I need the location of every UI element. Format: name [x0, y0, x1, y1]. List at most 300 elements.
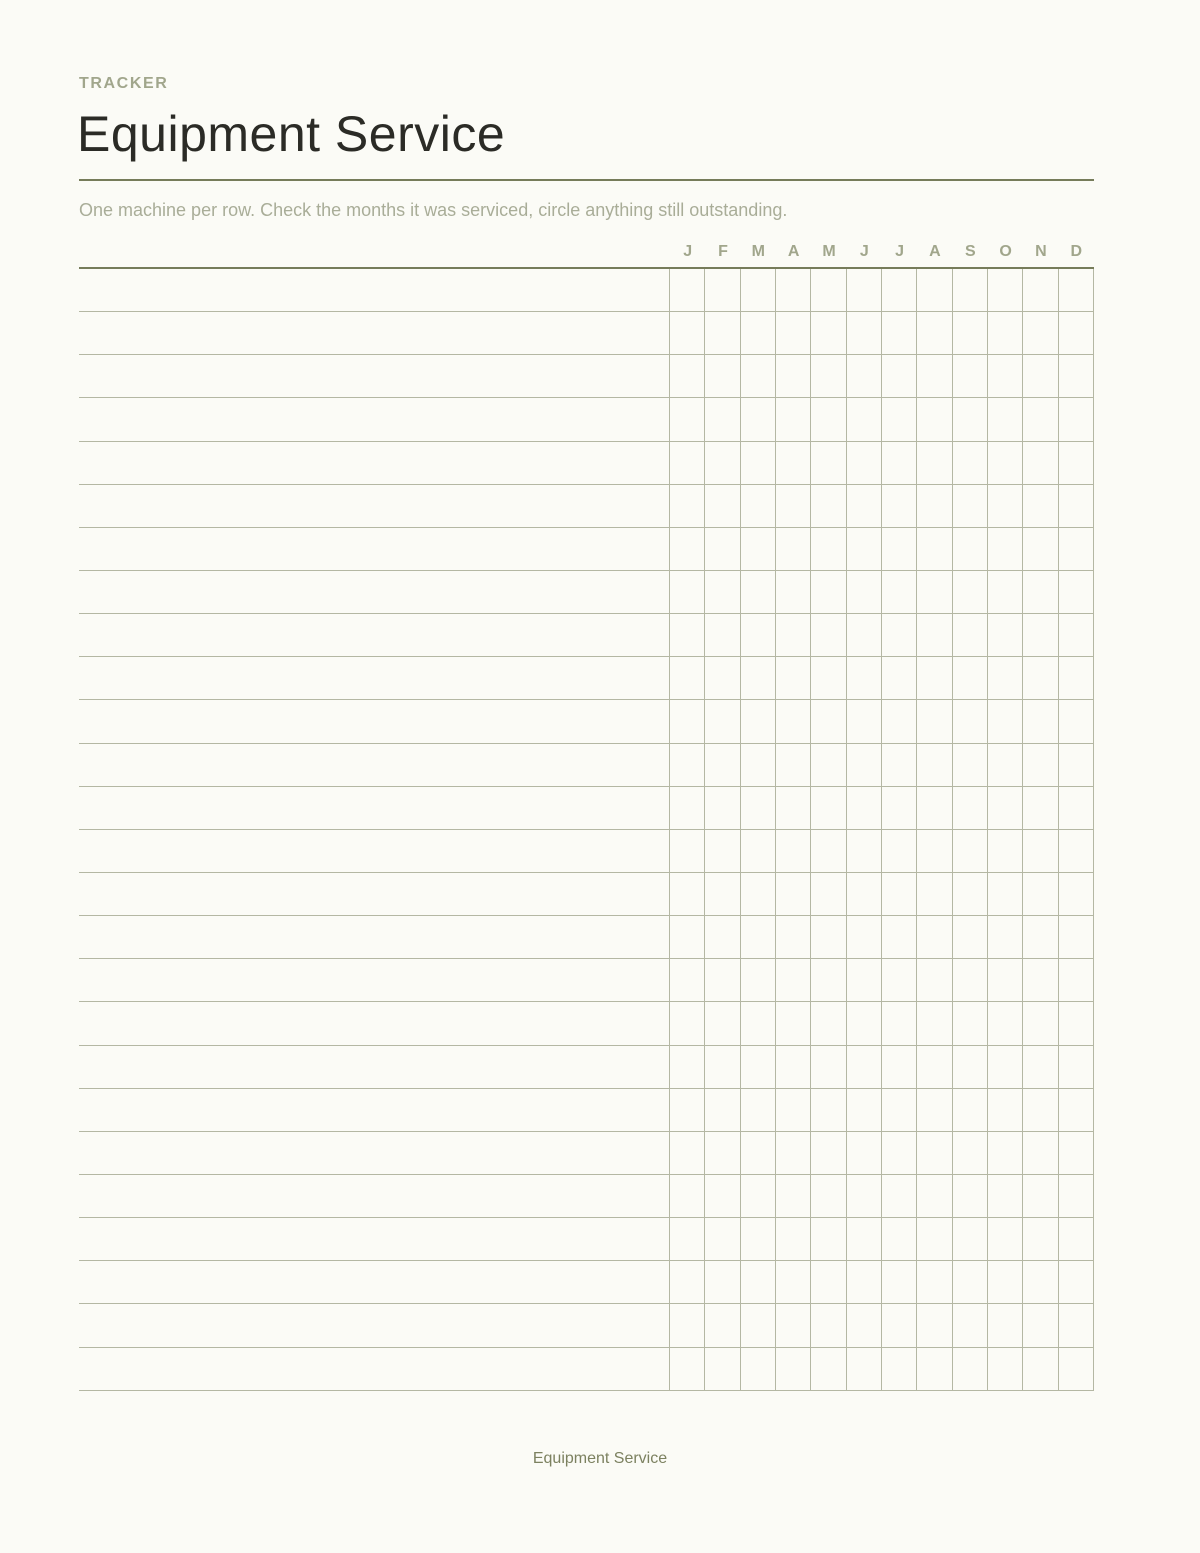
month-check-cell[interactable] — [811, 571, 846, 613]
month-check-cell[interactable] — [811, 1218, 846, 1260]
month-check-cell[interactable] — [776, 571, 811, 613]
month-check-cell[interactable] — [847, 1261, 882, 1303]
month-check-cell[interactable] — [847, 398, 882, 440]
month-check-cell[interactable] — [776, 959, 811, 1001]
machine-name-field[interactable] — [79, 873, 670, 915]
month-check-cell[interactable] — [1023, 1261, 1058, 1303]
month-check-cell[interactable] — [811, 1046, 846, 1088]
month-check-cell[interactable] — [1023, 398, 1058, 440]
month-check-cell[interactable] — [776, 442, 811, 484]
month-check-cell[interactable] — [811, 485, 846, 527]
month-check-cell[interactable] — [988, 1046, 1023, 1088]
month-check-cell[interactable] — [1059, 657, 1094, 699]
month-check-cell[interactable] — [741, 1132, 776, 1174]
month-check-cell[interactable] — [882, 1175, 917, 1217]
month-check-cell[interactable] — [705, 1175, 740, 1217]
month-check-cell[interactable] — [670, 657, 705, 699]
month-check-cell[interactable] — [882, 355, 917, 397]
month-check-cell[interactable] — [1023, 830, 1058, 872]
month-check-cell[interactable] — [1059, 269, 1094, 311]
machine-name-field[interactable] — [79, 442, 670, 484]
month-check-cell[interactable] — [917, 1089, 952, 1131]
month-check-cell[interactable] — [953, 528, 988, 570]
month-check-cell[interactable] — [670, 1348, 705, 1390]
month-check-cell[interactable] — [953, 959, 988, 1001]
month-check-cell[interactable] — [953, 787, 988, 829]
month-check-cell[interactable] — [917, 1132, 952, 1174]
month-check-cell[interactable] — [741, 959, 776, 1001]
month-check-cell[interactable] — [1059, 744, 1094, 786]
month-check-cell[interactable] — [988, 959, 1023, 1001]
month-check-cell[interactable] — [917, 1304, 952, 1346]
month-check-cell[interactable] — [847, 830, 882, 872]
month-check-cell[interactable] — [917, 873, 952, 915]
month-check-cell[interactable] — [917, 916, 952, 958]
month-check-cell[interactable] — [705, 1304, 740, 1346]
month-check-cell[interactable] — [1023, 571, 1058, 613]
month-check-cell[interactable] — [741, 1304, 776, 1346]
month-check-cell[interactable] — [953, 398, 988, 440]
month-check-cell[interactable] — [1059, 1089, 1094, 1131]
month-check-cell[interactable] — [988, 312, 1023, 354]
month-check-cell[interactable] — [917, 1218, 952, 1260]
month-check-cell[interactable] — [1023, 787, 1058, 829]
month-check-cell[interactable] — [776, 744, 811, 786]
month-check-cell[interactable] — [670, 916, 705, 958]
month-check-cell[interactable] — [988, 1218, 1023, 1260]
month-check-cell[interactable] — [741, 744, 776, 786]
month-check-cell[interactable] — [988, 269, 1023, 311]
month-check-cell[interactable] — [776, 1304, 811, 1346]
month-check-cell[interactable] — [670, 873, 705, 915]
month-check-cell[interactable] — [953, 614, 988, 656]
month-check-cell[interactable] — [705, 485, 740, 527]
month-check-cell[interactable] — [953, 1304, 988, 1346]
month-check-cell[interactable] — [1059, 873, 1094, 915]
month-check-cell[interactable] — [847, 1304, 882, 1346]
month-check-cell[interactable] — [1023, 916, 1058, 958]
month-check-cell[interactable] — [741, 1218, 776, 1260]
month-check-cell[interactable] — [705, 657, 740, 699]
month-check-cell[interactable] — [917, 787, 952, 829]
month-check-cell[interactable] — [917, 700, 952, 742]
month-check-cell[interactable] — [811, 442, 846, 484]
month-check-cell[interactable] — [953, 485, 988, 527]
month-check-cell[interactable] — [705, 1348, 740, 1390]
machine-name-field[interactable] — [79, 657, 670, 699]
month-check-cell[interactable] — [776, 1089, 811, 1131]
machine-name-field[interactable] — [79, 528, 670, 570]
month-check-cell[interactable] — [811, 830, 846, 872]
month-check-cell[interactable] — [953, 1175, 988, 1217]
month-check-cell[interactable] — [953, 1261, 988, 1303]
machine-name-field[interactable] — [79, 485, 670, 527]
month-check-cell[interactable] — [847, 1132, 882, 1174]
month-check-cell[interactable] — [953, 442, 988, 484]
machine-name-field[interactable] — [79, 830, 670, 872]
month-check-cell[interactable] — [1059, 312, 1094, 354]
month-check-cell[interactable] — [917, 442, 952, 484]
month-check-cell[interactable] — [847, 1002, 882, 1044]
month-check-cell[interactable] — [670, 787, 705, 829]
machine-name-field[interactable] — [79, 1175, 670, 1217]
month-check-cell[interactable] — [741, 873, 776, 915]
month-check-cell[interactable] — [988, 1089, 1023, 1131]
month-check-cell[interactable] — [741, 485, 776, 527]
month-check-cell[interactable] — [1059, 1304, 1094, 1346]
month-check-cell[interactable] — [741, 700, 776, 742]
machine-name-field[interactable] — [79, 571, 670, 613]
month-check-cell[interactable] — [705, 1132, 740, 1174]
month-check-cell[interactable] — [847, 571, 882, 613]
month-check-cell[interactable] — [847, 442, 882, 484]
month-check-cell[interactable] — [988, 1304, 1023, 1346]
month-check-cell[interactable] — [705, 528, 740, 570]
month-check-cell[interactable] — [705, 312, 740, 354]
month-check-cell[interactable] — [1059, 1218, 1094, 1260]
month-check-cell[interactable] — [1023, 744, 1058, 786]
month-check-cell[interactable] — [953, 1046, 988, 1088]
month-check-cell[interactable] — [741, 1089, 776, 1131]
month-check-cell[interactable] — [847, 1175, 882, 1217]
month-check-cell[interactable] — [741, 916, 776, 958]
month-check-cell[interactable] — [705, 959, 740, 1001]
month-check-cell[interactable] — [1023, 1304, 1058, 1346]
machine-name-field[interactable] — [79, 787, 670, 829]
month-check-cell[interactable] — [953, 355, 988, 397]
month-check-cell[interactable] — [1059, 1002, 1094, 1044]
month-check-cell[interactable] — [1059, 355, 1094, 397]
month-check-cell[interactable] — [953, 657, 988, 699]
month-check-cell[interactable] — [847, 355, 882, 397]
month-check-cell[interactable] — [811, 528, 846, 570]
month-check-cell[interactable] — [670, 830, 705, 872]
month-check-cell[interactable] — [882, 830, 917, 872]
month-check-cell[interactable] — [953, 700, 988, 742]
month-check-cell[interactable] — [988, 355, 1023, 397]
month-check-cell[interactable] — [847, 614, 882, 656]
month-check-cell[interactable] — [882, 1132, 917, 1174]
month-check-cell[interactable] — [776, 528, 811, 570]
month-check-cell[interactable] — [1023, 269, 1058, 311]
month-check-cell[interactable] — [670, 700, 705, 742]
month-check-cell[interactable] — [670, 398, 705, 440]
machine-name-field[interactable] — [79, 1089, 670, 1131]
month-check-cell[interactable] — [705, 571, 740, 613]
month-check-cell[interactable] — [705, 1046, 740, 1088]
month-check-cell[interactable] — [847, 1348, 882, 1390]
month-check-cell[interactable] — [988, 442, 1023, 484]
month-check-cell[interactable] — [917, 485, 952, 527]
month-check-cell[interactable] — [988, 1132, 1023, 1174]
month-check-cell[interactable] — [776, 355, 811, 397]
month-check-cell[interactable] — [670, 1304, 705, 1346]
month-check-cell[interactable] — [882, 269, 917, 311]
month-check-cell[interactable] — [1023, 873, 1058, 915]
month-check-cell[interactable] — [705, 269, 740, 311]
month-check-cell[interactable] — [811, 1175, 846, 1217]
month-check-cell[interactable] — [1023, 1175, 1058, 1217]
month-check-cell[interactable] — [1023, 355, 1058, 397]
month-check-cell[interactable] — [1023, 1089, 1058, 1131]
month-check-cell[interactable] — [1059, 1046, 1094, 1088]
month-check-cell[interactable] — [988, 485, 1023, 527]
month-check-cell[interactable] — [1059, 485, 1094, 527]
month-check-cell[interactable] — [953, 312, 988, 354]
month-check-cell[interactable] — [1023, 614, 1058, 656]
month-check-cell[interactable] — [917, 355, 952, 397]
month-check-cell[interactable] — [882, 312, 917, 354]
month-check-cell[interactable] — [776, 700, 811, 742]
month-check-cell[interactable] — [847, 657, 882, 699]
month-check-cell[interactable] — [917, 830, 952, 872]
month-check-cell[interactable] — [882, 1261, 917, 1303]
month-check-cell[interactable] — [917, 571, 952, 613]
month-check-cell[interactable] — [670, 744, 705, 786]
month-check-cell[interactable] — [847, 873, 882, 915]
month-check-cell[interactable] — [1059, 830, 1094, 872]
month-check-cell[interactable] — [776, 398, 811, 440]
machine-name-field[interactable] — [79, 1304, 670, 1346]
month-check-cell[interactable] — [953, 1002, 988, 1044]
month-check-cell[interactable] — [1023, 1002, 1058, 1044]
month-check-cell[interactable] — [847, 312, 882, 354]
month-check-cell[interactable] — [811, 1348, 846, 1390]
month-check-cell[interactable] — [705, 442, 740, 484]
month-check-cell[interactable] — [988, 571, 1023, 613]
month-check-cell[interactable] — [917, 614, 952, 656]
month-check-cell[interactable] — [776, 1175, 811, 1217]
month-check-cell[interactable] — [988, 614, 1023, 656]
month-check-cell[interactable] — [847, 528, 882, 570]
month-check-cell[interactable] — [1059, 916, 1094, 958]
month-check-cell[interactable] — [917, 269, 952, 311]
month-check-cell[interactable] — [670, 528, 705, 570]
month-check-cell[interactable] — [811, 1132, 846, 1174]
month-check-cell[interactable] — [847, 485, 882, 527]
month-check-cell[interactable] — [705, 1218, 740, 1260]
month-check-cell[interactable] — [670, 1218, 705, 1260]
month-check-cell[interactable] — [776, 787, 811, 829]
month-check-cell[interactable] — [1059, 1348, 1094, 1390]
month-check-cell[interactable] — [988, 787, 1023, 829]
machine-name-field[interactable] — [79, 355, 670, 397]
machine-name-field[interactable] — [79, 916, 670, 958]
machine-name-field[interactable] — [79, 1002, 670, 1044]
month-check-cell[interactable] — [705, 830, 740, 872]
month-check-cell[interactable] — [705, 1002, 740, 1044]
month-check-cell[interactable] — [1023, 657, 1058, 699]
machine-name-field[interactable] — [79, 1132, 670, 1174]
month-check-cell[interactable] — [811, 873, 846, 915]
month-check-cell[interactable] — [811, 269, 846, 311]
month-check-cell[interactable] — [917, 1261, 952, 1303]
month-check-cell[interactable] — [741, 614, 776, 656]
machine-name-field[interactable] — [79, 312, 670, 354]
month-check-cell[interactable] — [847, 700, 882, 742]
month-check-cell[interactable] — [882, 959, 917, 1001]
machine-name-field[interactable] — [79, 1348, 670, 1390]
month-check-cell[interactable] — [917, 528, 952, 570]
month-check-cell[interactable] — [1059, 700, 1094, 742]
month-check-cell[interactable] — [847, 1046, 882, 1088]
month-check-cell[interactable] — [917, 657, 952, 699]
month-check-cell[interactable] — [776, 916, 811, 958]
month-check-cell[interactable] — [953, 830, 988, 872]
month-check-cell[interactable] — [882, 571, 917, 613]
month-check-cell[interactable] — [1059, 571, 1094, 613]
month-check-cell[interactable] — [811, 1089, 846, 1131]
month-check-cell[interactable] — [882, 916, 917, 958]
month-check-cell[interactable] — [670, 614, 705, 656]
month-check-cell[interactable] — [988, 398, 1023, 440]
month-check-cell[interactable] — [917, 959, 952, 1001]
month-check-cell[interactable] — [847, 269, 882, 311]
month-check-cell[interactable] — [811, 744, 846, 786]
month-check-cell[interactable] — [917, 1002, 952, 1044]
month-check-cell[interactable] — [1059, 528, 1094, 570]
month-check-cell[interactable] — [705, 700, 740, 742]
month-check-cell[interactable] — [917, 1348, 952, 1390]
month-check-cell[interactable] — [882, 528, 917, 570]
month-check-cell[interactable] — [705, 873, 740, 915]
month-check-cell[interactable] — [1023, 959, 1058, 1001]
month-check-cell[interactable] — [1023, 442, 1058, 484]
month-check-cell[interactable] — [741, 355, 776, 397]
month-check-cell[interactable] — [988, 1348, 1023, 1390]
month-check-cell[interactable] — [776, 1348, 811, 1390]
month-check-cell[interactable] — [882, 744, 917, 786]
month-check-cell[interactable] — [741, 1348, 776, 1390]
month-check-cell[interactable] — [882, 1089, 917, 1131]
month-check-cell[interactable] — [705, 355, 740, 397]
month-check-cell[interactable] — [882, 873, 917, 915]
month-check-cell[interactable] — [776, 1002, 811, 1044]
month-check-cell[interactable] — [988, 528, 1023, 570]
month-check-cell[interactable] — [776, 614, 811, 656]
month-check-cell[interactable] — [811, 657, 846, 699]
month-check-cell[interactable] — [988, 1002, 1023, 1044]
month-check-cell[interactable] — [811, 959, 846, 1001]
month-check-cell[interactable] — [882, 1304, 917, 1346]
machine-name-field[interactable] — [79, 1046, 670, 1088]
month-check-cell[interactable] — [882, 1218, 917, 1260]
month-check-cell[interactable] — [776, 657, 811, 699]
month-check-cell[interactable] — [847, 1218, 882, 1260]
month-check-cell[interactable] — [988, 744, 1023, 786]
month-check-cell[interactable] — [1059, 1132, 1094, 1174]
month-check-cell[interactable] — [917, 398, 952, 440]
machine-name-field[interactable] — [79, 1218, 670, 1260]
month-check-cell[interactable] — [917, 1046, 952, 1088]
month-check-cell[interactable] — [847, 916, 882, 958]
month-check-cell[interactable] — [988, 657, 1023, 699]
month-check-cell[interactable] — [670, 442, 705, 484]
month-check-cell[interactable] — [811, 398, 846, 440]
month-check-cell[interactable] — [741, 442, 776, 484]
month-check-cell[interactable] — [776, 1218, 811, 1260]
month-check-cell[interactable] — [670, 355, 705, 397]
month-check-cell[interactable] — [1059, 614, 1094, 656]
month-check-cell[interactable] — [776, 873, 811, 915]
month-check-cell[interactable] — [670, 1175, 705, 1217]
month-check-cell[interactable] — [953, 1089, 988, 1131]
month-check-cell[interactable] — [1059, 787, 1094, 829]
month-check-cell[interactable] — [882, 1002, 917, 1044]
month-check-cell[interactable] — [988, 1175, 1023, 1217]
month-check-cell[interactable] — [705, 614, 740, 656]
month-check-cell[interactable] — [882, 442, 917, 484]
month-check-cell[interactable] — [811, 312, 846, 354]
month-check-cell[interactable] — [670, 485, 705, 527]
month-check-cell[interactable] — [741, 1261, 776, 1303]
month-check-cell[interactable] — [741, 269, 776, 311]
month-check-cell[interactable] — [953, 1348, 988, 1390]
month-check-cell[interactable] — [882, 1348, 917, 1390]
month-check-cell[interactable] — [882, 614, 917, 656]
month-check-cell[interactable] — [670, 269, 705, 311]
month-check-cell[interactable] — [847, 959, 882, 1001]
month-check-cell[interactable] — [705, 1261, 740, 1303]
month-check-cell[interactable] — [741, 657, 776, 699]
month-check-cell[interactable] — [1059, 442, 1094, 484]
month-check-cell[interactable] — [1059, 1175, 1094, 1217]
month-check-cell[interactable] — [741, 1046, 776, 1088]
month-check-cell[interactable] — [988, 700, 1023, 742]
month-check-cell[interactable] — [882, 485, 917, 527]
month-check-cell[interactable] — [811, 614, 846, 656]
month-check-cell[interactable] — [847, 1089, 882, 1131]
month-check-cell[interactable] — [882, 398, 917, 440]
month-check-cell[interactable] — [1023, 528, 1058, 570]
month-check-cell[interactable] — [741, 787, 776, 829]
month-check-cell[interactable] — [811, 787, 846, 829]
month-check-cell[interactable] — [1023, 1132, 1058, 1174]
month-check-cell[interactable] — [776, 312, 811, 354]
month-check-cell[interactable] — [988, 1261, 1023, 1303]
machine-name-field[interactable] — [79, 744, 670, 786]
month-check-cell[interactable] — [741, 830, 776, 872]
month-check-cell[interactable] — [811, 700, 846, 742]
month-check-cell[interactable] — [953, 571, 988, 613]
month-check-cell[interactable] — [917, 744, 952, 786]
machine-name-field[interactable] — [79, 614, 670, 656]
month-check-cell[interactable] — [741, 571, 776, 613]
month-check-cell[interactable] — [670, 1002, 705, 1044]
month-check-cell[interactable] — [882, 657, 917, 699]
month-check-cell[interactable] — [705, 744, 740, 786]
month-check-cell[interactable] — [847, 744, 882, 786]
machine-name-field[interactable] — [79, 959, 670, 1001]
month-check-cell[interactable] — [811, 1002, 846, 1044]
month-check-cell[interactable] — [670, 1132, 705, 1174]
month-check-cell[interactable] — [1023, 1218, 1058, 1260]
month-check-cell[interactable] — [917, 312, 952, 354]
month-check-cell[interactable] — [705, 916, 740, 958]
month-check-cell[interactable] — [741, 528, 776, 570]
month-check-cell[interactable] — [776, 830, 811, 872]
month-check-cell[interactable] — [953, 1218, 988, 1260]
month-check-cell[interactable] — [741, 312, 776, 354]
month-check-cell[interactable] — [670, 1089, 705, 1131]
month-check-cell[interactable] — [882, 700, 917, 742]
month-check-cell[interactable] — [705, 398, 740, 440]
machine-name-field[interactable] — [79, 269, 670, 311]
month-check-cell[interactable] — [988, 916, 1023, 958]
month-check-cell[interactable] — [811, 916, 846, 958]
month-check-cell[interactable] — [741, 398, 776, 440]
month-check-cell[interactable] — [670, 312, 705, 354]
